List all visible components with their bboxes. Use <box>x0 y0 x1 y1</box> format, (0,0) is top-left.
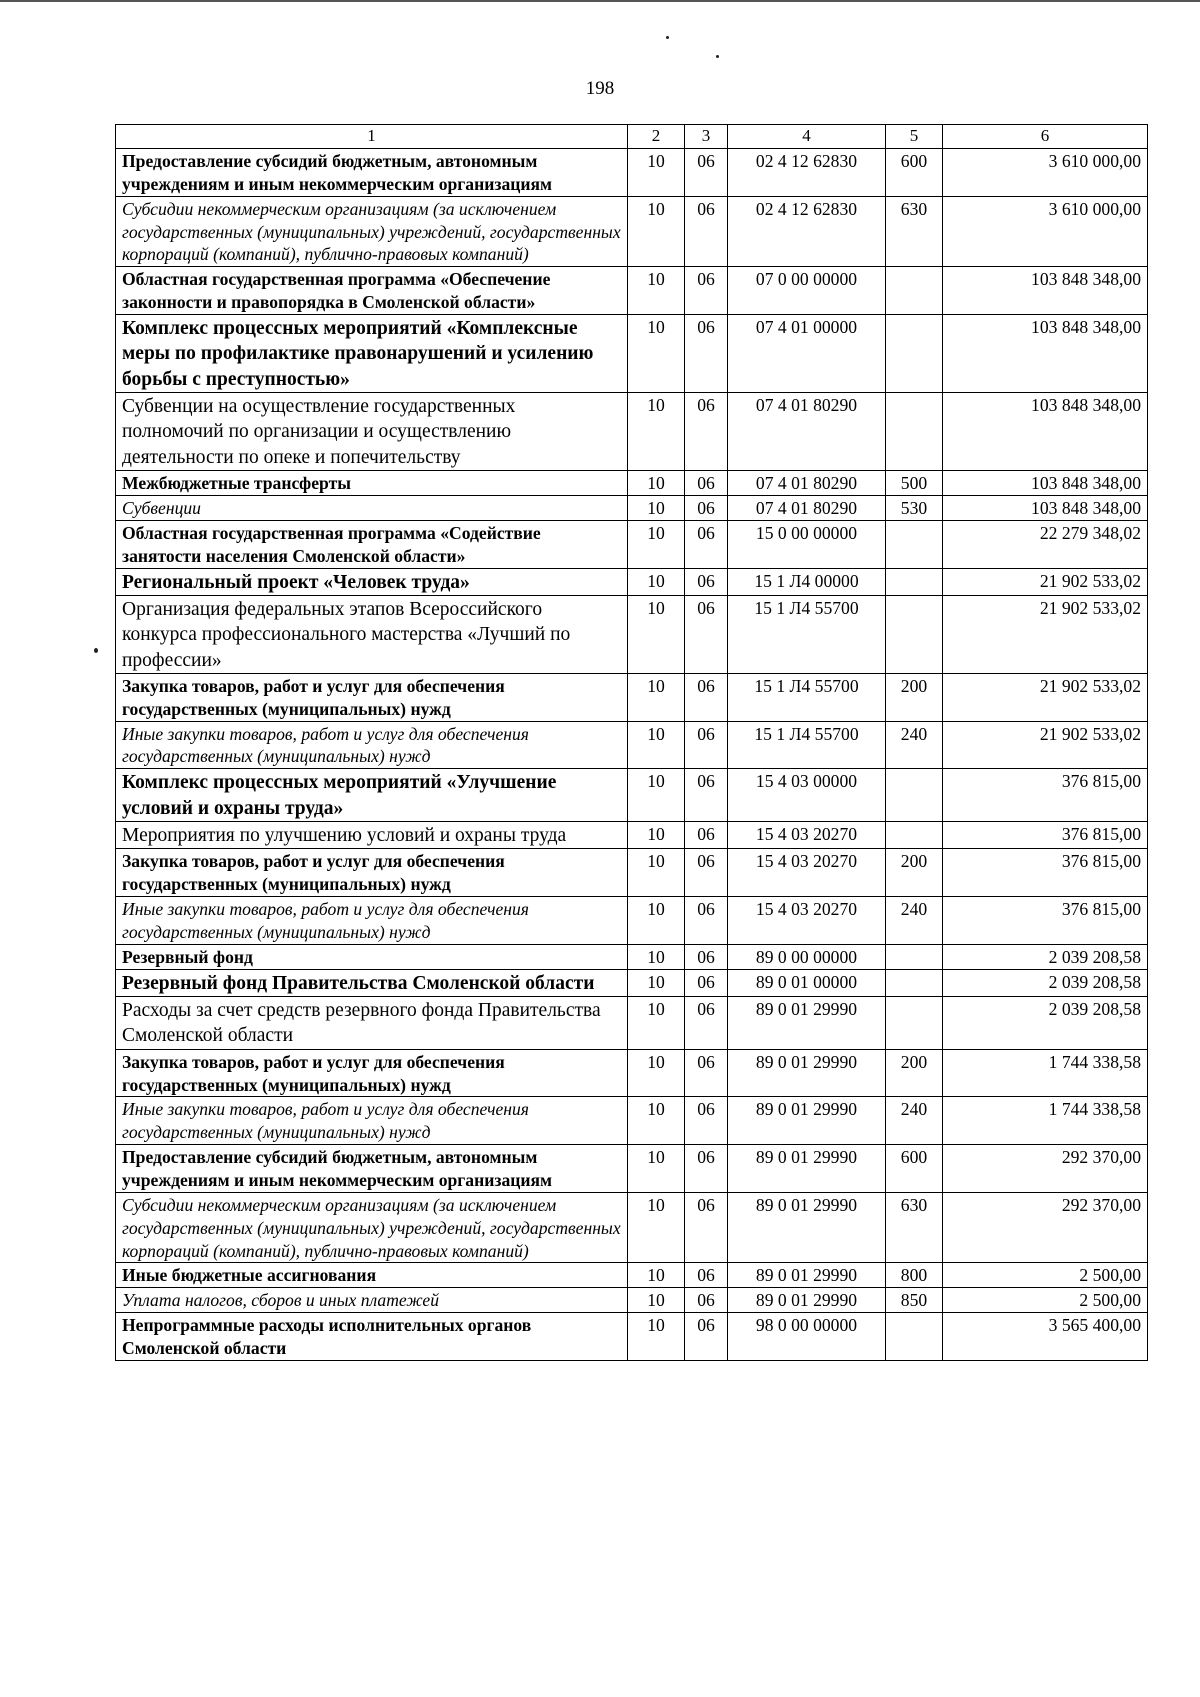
expense-type-cell: 240 <box>886 1097 943 1145</box>
expense-type-cell <box>886 969 943 996</box>
table-row <box>116 1263 1148 1288</box>
row-name-cell: Комплекс процессных мероприятий «Улучшение условий и охраны труда» <box>116 769 628 822</box>
row-name-cell: Областная государственная программа «Обеспечение законности и правопорядка в Смоленской области» <box>116 267 628 315</box>
subsection-code-cell: 06 <box>685 897 728 945</box>
expense-type-cell <box>886 393 943 471</box>
scan-edge-line <box>0 0 1200 2</box>
expense-type-cell: 600 <box>886 1145 943 1193</box>
section-code-cell: 10 <box>628 849 685 897</box>
budget-table <box>115 124 1148 1361</box>
amount-cell: 3 610 000,00 <box>943 196 1148 267</box>
page-number: 198 <box>585 78 615 99</box>
amount-cell: 1 744 338,58 <box>943 1097 1148 1145</box>
section-code-cell: 10 <box>628 822 685 849</box>
column-header: 5 <box>886 125 943 149</box>
subsection-code-cell: 06 <box>685 997 728 1050</box>
subsection-code-cell: 06 <box>685 1313 728 1361</box>
section-code-cell: 10 <box>628 315 685 393</box>
subsection-code-cell: 06 <box>685 520 728 568</box>
table-row <box>116 673 1148 721</box>
section-code-cell: 10 <box>628 997 685 1050</box>
section-code-cell: 10 <box>628 944 685 969</box>
row-name-cell: Иные закупки товаров, работ и услуг для обеспечения государственных (муниципальных) нужд <box>116 897 628 945</box>
scan-speck <box>666 36 669 39</box>
subsection-code-cell: 06 <box>685 315 728 393</box>
section-code-cell: 10 <box>628 471 685 496</box>
expense-type-cell: 240 <box>886 897 943 945</box>
table-row <box>116 495 1148 520</box>
target-article-cell: 89 0 01 29990 <box>728 1263 886 1288</box>
subsection-code-cell: 06 <box>685 1097 728 1145</box>
amount-cell: 3 610 000,00 <box>943 149 1148 197</box>
table-row <box>116 769 1148 822</box>
amount-cell: 292 370,00 <box>943 1145 1148 1193</box>
row-name-cell: Областная государственная программа «Содействие занятости населения Смоленской области» <box>116 520 628 568</box>
expense-type-cell <box>886 267 943 315</box>
subsection-code-cell: 06 <box>685 1145 728 1193</box>
target-article-cell: 07 0 00 00000 <box>728 267 886 315</box>
row-name-cell: Иные закупки товаров, работ и услуг для обеспечения государственных (муниципальных) нужд <box>116 721 628 769</box>
subsection-code-cell: 06 <box>685 1049 728 1097</box>
amount-cell: 376 815,00 <box>943 849 1148 897</box>
row-name-cell: Субвенции на осуществление государственных полномочий по организации и осуществлению деятельности по опеке и попечительству <box>116 393 628 471</box>
subsection-code-cell: 06 <box>685 944 728 969</box>
table-row <box>116 822 1148 849</box>
table-row <box>116 1097 1148 1145</box>
subsection-code-cell: 06 <box>685 1192 728 1263</box>
table-row <box>116 149 1148 197</box>
section-code-cell: 10 <box>628 393 685 471</box>
amount-cell: 292 370,00 <box>943 1192 1148 1263</box>
section-code-cell: 10 <box>628 196 685 267</box>
table-row <box>116 997 1148 1050</box>
column-header: 3 <box>685 125 728 149</box>
target-article-cell: 07 4 01 80290 <box>728 471 886 496</box>
amount-cell: 376 815,00 <box>943 822 1148 849</box>
row-name-cell: Расходы за счет средств резервного фонда Правительства Смоленской области <box>116 997 628 1050</box>
amount-cell: 376 815,00 <box>943 897 1148 945</box>
target-article-cell: 15 4 03 20270 <box>728 849 886 897</box>
expense-type-cell: 500 <box>886 471 943 496</box>
expense-type-cell <box>886 520 943 568</box>
expense-type-cell <box>886 1313 943 1361</box>
amount-cell: 376 815,00 <box>943 769 1148 822</box>
amount-cell: 2 500,00 <box>943 1288 1148 1313</box>
row-name-cell: Организация федеральных этапов Всероссийского конкурса профессионального мастерства «Лучший по профессии» <box>116 595 628 673</box>
target-article-cell: 02 4 12 62830 <box>728 196 886 267</box>
section-code-cell: 10 <box>628 267 685 315</box>
table-row <box>116 520 1148 568</box>
target-article-cell: 89 0 01 29990 <box>728 1049 886 1097</box>
table-row <box>116 393 1148 471</box>
amount-cell: 2 039 208,58 <box>943 969 1148 996</box>
subsection-code-cell: 06 <box>685 196 728 267</box>
row-name-cell: Межбюджетные трансферты <box>116 471 628 496</box>
section-code-cell: 10 <box>628 1192 685 1263</box>
subsection-code-cell: 06 <box>685 267 728 315</box>
table-row <box>116 849 1148 897</box>
section-code-cell: 10 <box>628 1145 685 1193</box>
subsection-code-cell: 06 <box>685 822 728 849</box>
amount-cell: 103 848 348,00 <box>943 495 1148 520</box>
amount-cell: 21 902 533,02 <box>943 595 1148 673</box>
row-name-cell: Субвенции <box>116 495 628 520</box>
target-article-cell: 89 0 00 00000 <box>728 944 886 969</box>
target-article-cell: 15 1 Л4 55700 <box>728 673 886 721</box>
expense-type-cell: 800 <box>886 1263 943 1288</box>
row-name-cell: Резервный фонд <box>116 944 628 969</box>
amount-cell: 103 848 348,00 <box>943 315 1148 393</box>
amount-cell: 2 500,00 <box>943 1263 1148 1288</box>
expense-type-cell: 240 <box>886 721 943 769</box>
amount-cell: 22 279 348,02 <box>943 520 1148 568</box>
expense-type-cell: 200 <box>886 849 943 897</box>
target-article-cell: 15 4 03 20270 <box>728 897 886 945</box>
section-code-cell: 10 <box>628 1263 685 1288</box>
target-article-cell: 15 1 Л4 00000 <box>728 568 886 595</box>
column-header: 1 <box>116 125 628 149</box>
expense-type-cell <box>886 944 943 969</box>
expense-type-cell <box>886 769 943 822</box>
target-article-cell: 15 4 03 20270 <box>728 822 886 849</box>
expense-type-cell <box>886 822 943 849</box>
subsection-code-cell: 06 <box>685 568 728 595</box>
table-row <box>116 315 1148 393</box>
subsection-code-cell: 06 <box>685 969 728 996</box>
subsection-code-cell: 06 <box>685 471 728 496</box>
amount-cell: 2 039 208,58 <box>943 944 1148 969</box>
section-code-cell: 10 <box>628 520 685 568</box>
section-code-cell: 10 <box>628 1288 685 1313</box>
section-code-cell: 10 <box>628 1097 685 1145</box>
target-article-cell: 07 4 01 80290 <box>728 393 886 471</box>
table-row <box>116 1192 1148 1263</box>
table-row <box>116 897 1148 945</box>
table-row <box>116 267 1148 315</box>
amount-cell: 2 039 208,58 <box>943 997 1148 1050</box>
amount-cell: 21 902 533,02 <box>943 568 1148 595</box>
section-code-cell: 10 <box>628 1049 685 1097</box>
target-article-cell: 89 0 01 29990 <box>728 1192 886 1263</box>
expense-type-cell: 200 <box>886 1049 943 1097</box>
subsection-code-cell: 06 <box>685 769 728 822</box>
section-code-cell: 10 <box>628 769 685 822</box>
table-row <box>116 1145 1148 1193</box>
table-body <box>116 149 1148 1361</box>
table-row <box>116 969 1148 996</box>
row-name-cell: Закупка товаров, работ и услуг для обеспечения государственных (муниципальных) нужд <box>116 673 628 721</box>
target-article-cell: 89 0 01 00000 <box>728 969 886 996</box>
table-row <box>116 1313 1148 1361</box>
amount-cell: 21 902 533,02 <box>943 673 1148 721</box>
row-name-cell: Уплата налогов, сборов и иных платежей <box>116 1288 628 1313</box>
target-article-cell: 89 0 01 29990 <box>728 1145 886 1193</box>
row-name-cell: Иные бюджетные ассигнования <box>116 1263 628 1288</box>
target-article-cell: 15 1 Л4 55700 <box>728 721 886 769</box>
target-article-cell: 98 0 00 00000 <box>728 1313 886 1361</box>
target-article-cell: 07 4 01 00000 <box>728 315 886 393</box>
subsection-code-cell: 06 <box>685 721 728 769</box>
expense-type-cell: 200 <box>886 673 943 721</box>
section-code-cell: 10 <box>628 721 685 769</box>
amount-cell: 103 848 348,00 <box>943 393 1148 471</box>
column-header: 2 <box>628 125 685 149</box>
subsection-code-cell: 06 <box>685 673 728 721</box>
row-name-cell: Иные закупки товаров, работ и услуг для обеспечения государственных (муниципальных) нужд <box>116 1097 628 1145</box>
target-article-cell: 02 4 12 62830 <box>728 149 886 197</box>
section-code-cell: 10 <box>628 969 685 996</box>
table-row <box>116 944 1148 969</box>
target-article-cell: 07 4 01 80290 <box>728 495 886 520</box>
expense-type-cell <box>886 595 943 673</box>
section-code-cell: 10 <box>628 595 685 673</box>
table-row <box>116 471 1148 496</box>
target-article-cell: 15 1 Л4 55700 <box>728 595 886 673</box>
subsection-code-cell: 06 <box>685 595 728 673</box>
amount-cell: 103 848 348,00 <box>943 471 1148 496</box>
amount-cell: 103 848 348,00 <box>943 267 1148 315</box>
scan-speck <box>94 648 98 653</box>
row-name-cell: Региональный проект «Человек труда» <box>116 568 628 595</box>
expense-type-cell: 850 <box>886 1288 943 1313</box>
table-row <box>116 721 1148 769</box>
amount-cell: 3 565 400,00 <box>943 1313 1148 1361</box>
table-row <box>116 1288 1148 1313</box>
row-name-cell: Субсидии некоммерческим организациям (за исключением государственных (муниципальных) учреждений, государственных корпораций (компаний), публично-правовых компаний) <box>116 196 628 267</box>
amount-cell: 21 902 533,02 <box>943 721 1148 769</box>
expense-type-cell: 530 <box>886 495 943 520</box>
row-name-cell: Предоставление субсидий бюджетным, автономным учреждениям и иным некоммерческим организациям <box>116 149 628 197</box>
row-name-cell: Субсидии некоммерческим организациям (за исключением государственных (муниципальных) учреждений, государственных корпораций (компаний), публично-правовых компаний) <box>116 1192 628 1263</box>
subsection-code-cell: 06 <box>685 1263 728 1288</box>
target-article-cell: 15 0 00 00000 <box>728 520 886 568</box>
column-header: 4 <box>728 125 886 149</box>
amount-cell: 1 744 338,58 <box>943 1049 1148 1097</box>
section-code-cell: 10 <box>628 149 685 197</box>
section-code-cell: 10 <box>628 1313 685 1361</box>
expense-type-cell <box>886 568 943 595</box>
target-article-cell: 89 0 01 29990 <box>728 1288 886 1313</box>
expense-type-cell <box>886 997 943 1050</box>
expense-type-cell: 630 <box>886 1192 943 1263</box>
table-header-row <box>116 125 1148 149</box>
table-row <box>116 196 1148 267</box>
row-name-cell: Мероприятия по улучшению условий и охраны труда <box>116 822 628 849</box>
row-name-cell: Комплекс процессных мероприятий «Комплексные меры по профилактике правонарушений и усилению борьбы с преступностью» <box>116 315 628 393</box>
section-code-cell: 10 <box>628 673 685 721</box>
target-article-cell: 89 0 01 29990 <box>728 997 886 1050</box>
subsection-code-cell: 06 <box>685 393 728 471</box>
row-name-cell: Предоставление субсидий бюджетным, автономным учреждениям и иным некоммерческим организациям <box>116 1145 628 1193</box>
subsection-code-cell: 06 <box>685 1288 728 1313</box>
table-row <box>116 1049 1148 1097</box>
section-code-cell: 10 <box>628 495 685 520</box>
expense-type-cell: 630 <box>886 196 943 267</box>
scan-speck <box>716 55 719 58</box>
row-name-cell: Закупка товаров, работ и услуг для обеспечения государственных (муниципальных) нужд <box>116 1049 628 1097</box>
target-article-cell: 15 4 03 00000 <box>728 769 886 822</box>
column-header: 6 <box>943 125 1148 149</box>
expense-type-cell: 600 <box>886 149 943 197</box>
subsection-code-cell: 06 <box>685 849 728 897</box>
section-code-cell: 10 <box>628 897 685 945</box>
row-name-cell: Непрограммные расходы исполнительных органов Смоленской области <box>116 1313 628 1361</box>
expense-type-cell <box>886 315 943 393</box>
row-name-cell: Резервный фонд Правительства Смоленской области <box>116 969 628 996</box>
subsection-code-cell: 06 <box>685 149 728 197</box>
target-article-cell: 89 0 01 29990 <box>728 1097 886 1145</box>
row-name-cell: Закупка товаров, работ и услуг для обеспечения государственных (муниципальных) нужд <box>116 849 628 897</box>
table-row <box>116 568 1148 595</box>
subsection-code-cell: 06 <box>685 495 728 520</box>
section-code-cell: 10 <box>628 568 685 595</box>
table-row <box>116 595 1148 673</box>
